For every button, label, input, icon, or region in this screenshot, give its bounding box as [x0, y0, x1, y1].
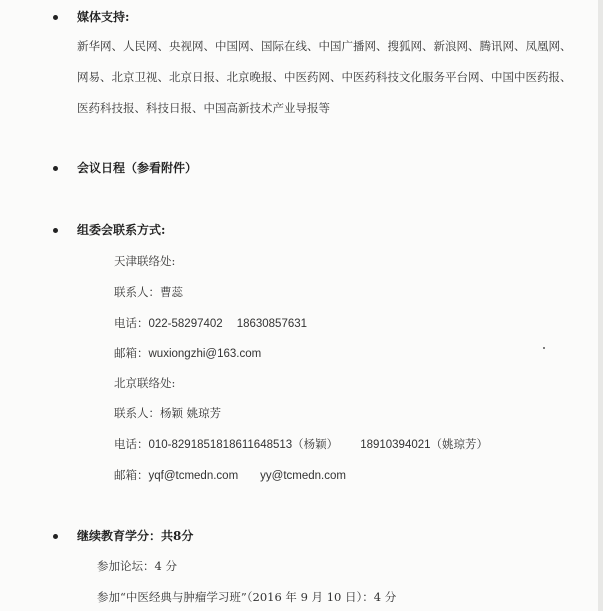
tianjin-email	[114, 345, 261, 361]
scan-edge	[598, 0, 603, 611]
tianjin-person: 联系人：曹蕊	[114, 285, 183, 299]
bullet	[53, 534, 58, 539]
tianjin-phone	[114, 315, 307, 331]
media-heading: 媒体支持:	[77, 10, 130, 24]
phone-number: 010-8291851818611648513（杨颖）	[148, 439, 339, 451]
bullet	[53, 166, 58, 171]
credit-item: 参加论坛：4 分	[97, 559, 177, 573]
phone-label: 电话：	[114, 316, 149, 330]
phone-number: 18630857631	[236, 318, 308, 330]
credit-item: 参加“中医经典与肿瘤学习班”（2016 年 9 月 10 日）：4 分	[97, 590, 397, 604]
bullet	[53, 15, 58, 20]
beijing-office: 北京联络处:	[114, 376, 176, 390]
email-address: yqf@tcmedn.com	[148, 470, 239, 482]
email-label: 邮箱：	[114, 468, 149, 482]
phone-label: 电话：	[114, 437, 149, 451]
media-line: 新华网、人民网、央视网、中国网、国际在线、中国广播网、搜狐网、新浪网、腾讯网、凤凰网、	[77, 39, 572, 53]
email-address: yy@tcmedn.com	[260, 470, 346, 482]
media-line: 医药科技报、科技日报、中国高新技术产业导报等	[77, 101, 330, 115]
beijing-person: 联系人：杨颖 姚琼芳	[114, 406, 222, 420]
scan-speck	[543, 347, 545, 349]
phone-number: 18910394021（姚琼芳）	[360, 439, 489, 451]
contact-heading: 组委会联系方式:	[77, 223, 166, 237]
media-line: 网易、北京卫视、北京日报、北京晚报、中医药网、中医药科技文化服务平台网、中国中医药报、	[77, 70, 572, 84]
bullet	[53, 228, 58, 233]
credits-heading: 继续教育学分：共8分	[77, 529, 194, 543]
beijing-phone	[114, 436, 488, 452]
beijing-email	[114, 467, 346, 483]
schedule-heading: 会议日程（参看附件）	[77, 161, 198, 175]
tianjin-office: 天津联络处:	[114, 254, 176, 268]
email-address: wuxiongzhi@163.com	[148, 348, 262, 360]
phone-number: 022-58297402	[148, 318, 223, 330]
email-label: 邮箱：	[114, 346, 149, 360]
